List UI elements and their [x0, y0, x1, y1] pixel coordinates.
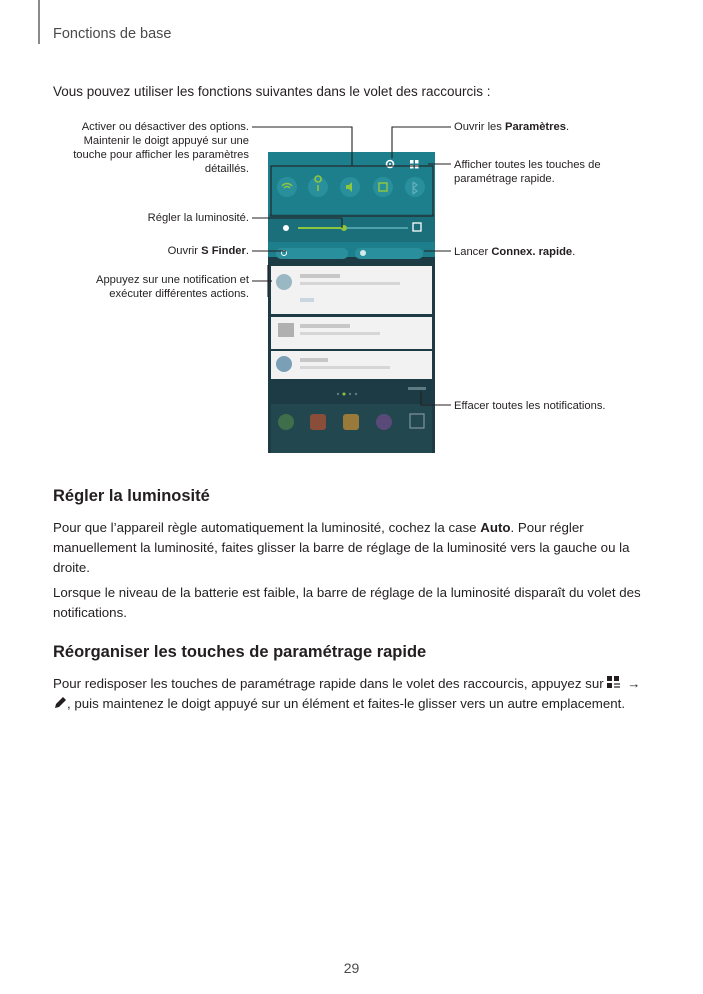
callout-text: Lancer: [454, 246, 492, 258]
callout-bold: Paramètres: [504, 121, 566, 133]
quick-settings-edit-icon: [607, 676, 623, 690]
callout-line: paramétrage rapide.: [454, 173, 555, 185]
callout-clear: Effacer toutes les notifications.: [454, 400, 606, 412]
paragraph-line: droite.: [53, 560, 90, 576]
paragraph-line: [53, 674, 673, 694]
callout-bold: Connex. rapide: [491, 246, 573, 258]
page-header: Fonctions de base: [53, 26, 172, 42]
callout-line: exécuter différentes actions.: [109, 288, 249, 300]
callout-line: Activer ou désactiver des options.: [81, 121, 249, 133]
section-heading-quick-settings: Réorganiser les touches de paramétrage rapide: [53, 643, 427, 661]
callout-line: Maintenir le doigt appuyé sur une: [83, 135, 249, 147]
text-run: , puis maintenez le doigt appuyé sur un élément et faites-le glisser vers un autre emplacement.: [67, 696, 626, 712]
callout-text: .: [245, 245, 249, 257]
section-paragraph: [53, 518, 653, 579]
paragraph-line: notifications.: [53, 605, 127, 621]
callout-text: Ouvrir les: [454, 121, 505, 133]
arrow-glyph: →: [627, 676, 641, 691]
callout-brightness: Régler la luminosité.: [147, 212, 249, 224]
section-paragraph: [53, 583, 653, 623]
paragraph-line: Lorsque le niveau de la batterie est faible, la barre de réglage de la luminosité disparaît du volet des: [53, 585, 641, 600]
callout-text: .: [572, 246, 576, 258]
callout-line: touche pour afficher les paramètres: [73, 149, 249, 161]
callout-line: Afficher toutes les touches de: [454, 159, 601, 171]
callout-text: .: [565, 121, 570, 133]
paragraph-line: manuellement la luminosité, faites glisser la barre de réglage de la luminosité vers la gauche ou la: [53, 540, 630, 556]
section-heading-brightness: Régler la luminosité: [53, 487, 210, 505]
bold-run: Auto: [480, 520, 511, 535]
pencil-icon: [53, 696, 67, 710]
text-run: . Pour régler: [510, 520, 584, 535]
text-run: Pour redisposer les touches de paramétrage rapide dans le volet des raccourcis, appuyez sur: [53, 676, 604, 691]
section-paragraph: [53, 674, 673, 714]
intro-text: Vous pouvez utiliser les fonctions suivantes dans le volet des raccourcis :: [53, 84, 491, 99]
callout-text: Ouvrir: [167, 245, 202, 257]
paragraph-line: [53, 694, 673, 714]
callout-bold: S Finder: [201, 245, 246, 257]
callout-line: détaillés.: [204, 163, 249, 175]
paragraph-line: [53, 518, 653, 538]
text-run: Pour que l’appareil règle automatiquement la luminosité, cochez la case: [53, 520, 481, 535]
page-number: 29: [343, 960, 360, 976]
callout-line: Appuyez sur une notification et: [96, 274, 249, 286]
